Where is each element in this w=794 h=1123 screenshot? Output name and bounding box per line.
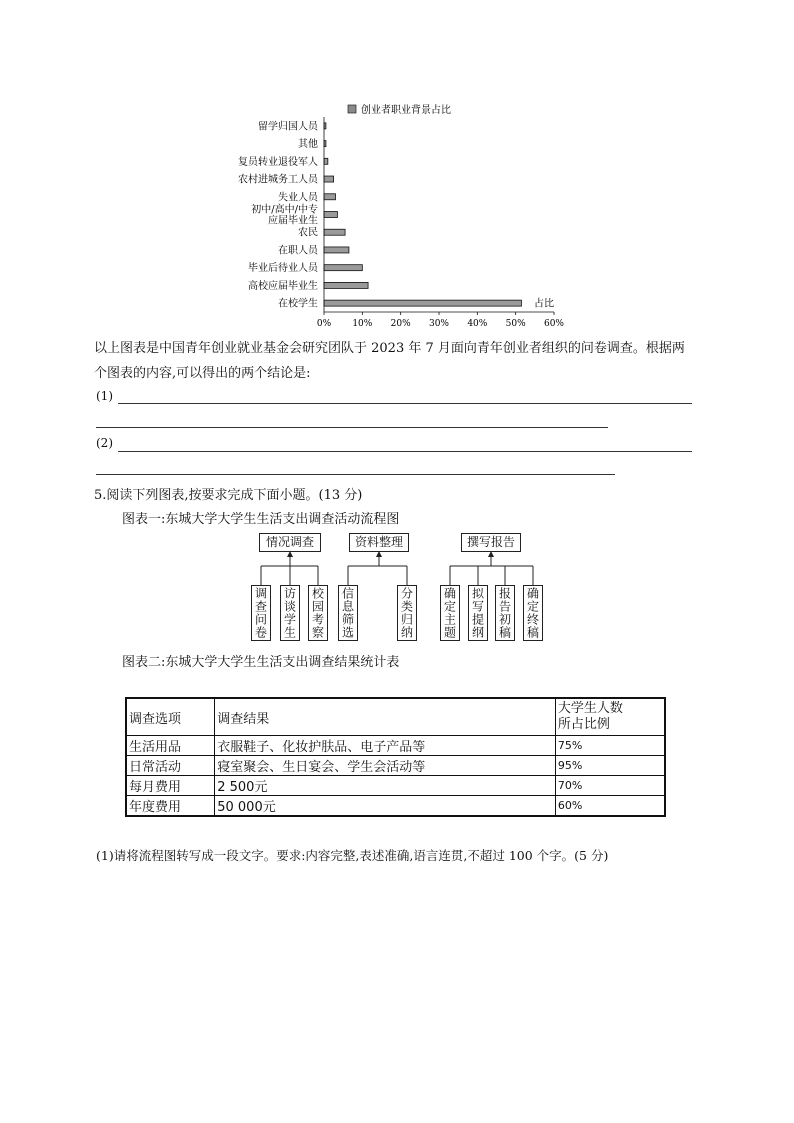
table-row <box>126 796 665 817</box>
table-cell: 寝室聚会、生日宴会、学生会活动等 <box>215 756 556 776</box>
category-label: 农村进城务工人员 <box>238 174 318 186</box>
blank-number-1: (1) <box>96 389 113 403</box>
bar-annotation: 占比 <box>534 298 554 310</box>
flow-item-campus-visit: 校园考察 <box>308 585 328 641</box>
survey-result-table <box>125 697 666 817</box>
flow-item-questionnaire: 调查问卷 <box>251 585 271 641</box>
x-tick-label: 20% <box>390 319 411 329</box>
flow-box-data-organize: 资料整理 <box>349 533 409 552</box>
chart2-caption: 图表二:东城大学大学生生活支出调查结果统计表 <box>122 655 400 670</box>
table-cell: 60% <box>555 796 665 817</box>
x-tick-label: 40% <box>467 319 488 329</box>
table-cell: 每月费用 <box>126 776 215 796</box>
category-label: 初中/高中/中专 <box>251 204 318 216</box>
flow-box-situation-survey: 情况调查 <box>259 533 321 552</box>
flow-item-info-filter: 信息筛选 <box>338 585 358 641</box>
table-header-cell: 调查选项 <box>126 698 215 736</box>
table-cell: 生活用品 <box>126 736 215 756</box>
flow-item-interview: 访谈学生 <box>280 585 300 641</box>
table-header-cell: 调查结果 <box>215 698 556 736</box>
table-header-cell: 大学生人数 所占比例 <box>555 698 665 736</box>
table-row <box>126 756 665 776</box>
intro-paragraph: 以上图表是中国青年创业就业基金会研究团队于 2023 年 7 月面向青年创业者组织的问卷调查。根据两个图表的内容,可以得出的两个结论是: <box>94 341 685 381</box>
x-tick-label: 50% <box>505 319 526 329</box>
flow-box-write-report: 撰写报告 <box>461 533 521 552</box>
flow-item-draft: 报告初稿 <box>495 585 515 641</box>
x-tick-label: 30% <box>428 319 450 329</box>
table-cell: 50 000元 <box>215 796 556 817</box>
category-label: 应届毕业生 <box>268 215 318 227</box>
flow-item-outline: 拟写提纲 <box>468 585 488 641</box>
category-label: 高校应届毕业生 <box>248 280 318 292</box>
blank-number-2: (2) <box>96 436 113 450</box>
flow-item-classify: 分类归纳 <box>397 585 417 641</box>
chart1-caption: 图表一:东城大学大学生生活支出调查活动流程图 <box>122 512 400 527</box>
category-label: 失业人员 <box>278 192 318 204</box>
table-cell: 年度费用 <box>126 796 215 817</box>
category-label: 其他 <box>298 139 318 151</box>
table-row <box>126 776 665 796</box>
table-header-row <box>126 698 665 736</box>
x-tick-label: 0% <box>316 319 332 329</box>
flow-item-set-topic: 确定主题 <box>440 585 460 641</box>
flow-item-final: 确定终稿 <box>523 585 543 641</box>
table-cell: 日常活动 <box>126 756 215 776</box>
category-label: 毕业后待业人员 <box>248 263 318 275</box>
category-label: 在职人员 <box>278 245 318 257</box>
category-label: 留学归国人员 <box>258 121 318 133</box>
category-label: 在校学生 <box>278 298 318 310</box>
category-label: 复员转业退役军人 <box>238 156 318 168</box>
table-cell: 2 500元 <box>215 776 556 796</box>
sub-question-1: (1)请将流程图转写成一段文字。要求:内容完整,表述准确,语言连贯,不超过 100 个字。(5 分) <box>96 848 609 863</box>
category-label: 农民 <box>298 227 318 239</box>
table-cell: 75% <box>555 736 665 756</box>
table-cell: 70% <box>555 776 665 796</box>
question-5-title: 5.阅读下列图表,按要求完成下面小题。(13 分) <box>94 488 363 503</box>
legend-label: 创业者职业背景占比 <box>361 105 451 116</box>
table-cell: 95% <box>555 756 665 776</box>
table-row <box>126 736 665 756</box>
x-tick-label: 60% <box>543 319 565 329</box>
table-cell: 衣服鞋子、化妆护肤品、电子产品等 <box>215 736 556 756</box>
x-tick-label: 10% <box>352 319 373 329</box>
